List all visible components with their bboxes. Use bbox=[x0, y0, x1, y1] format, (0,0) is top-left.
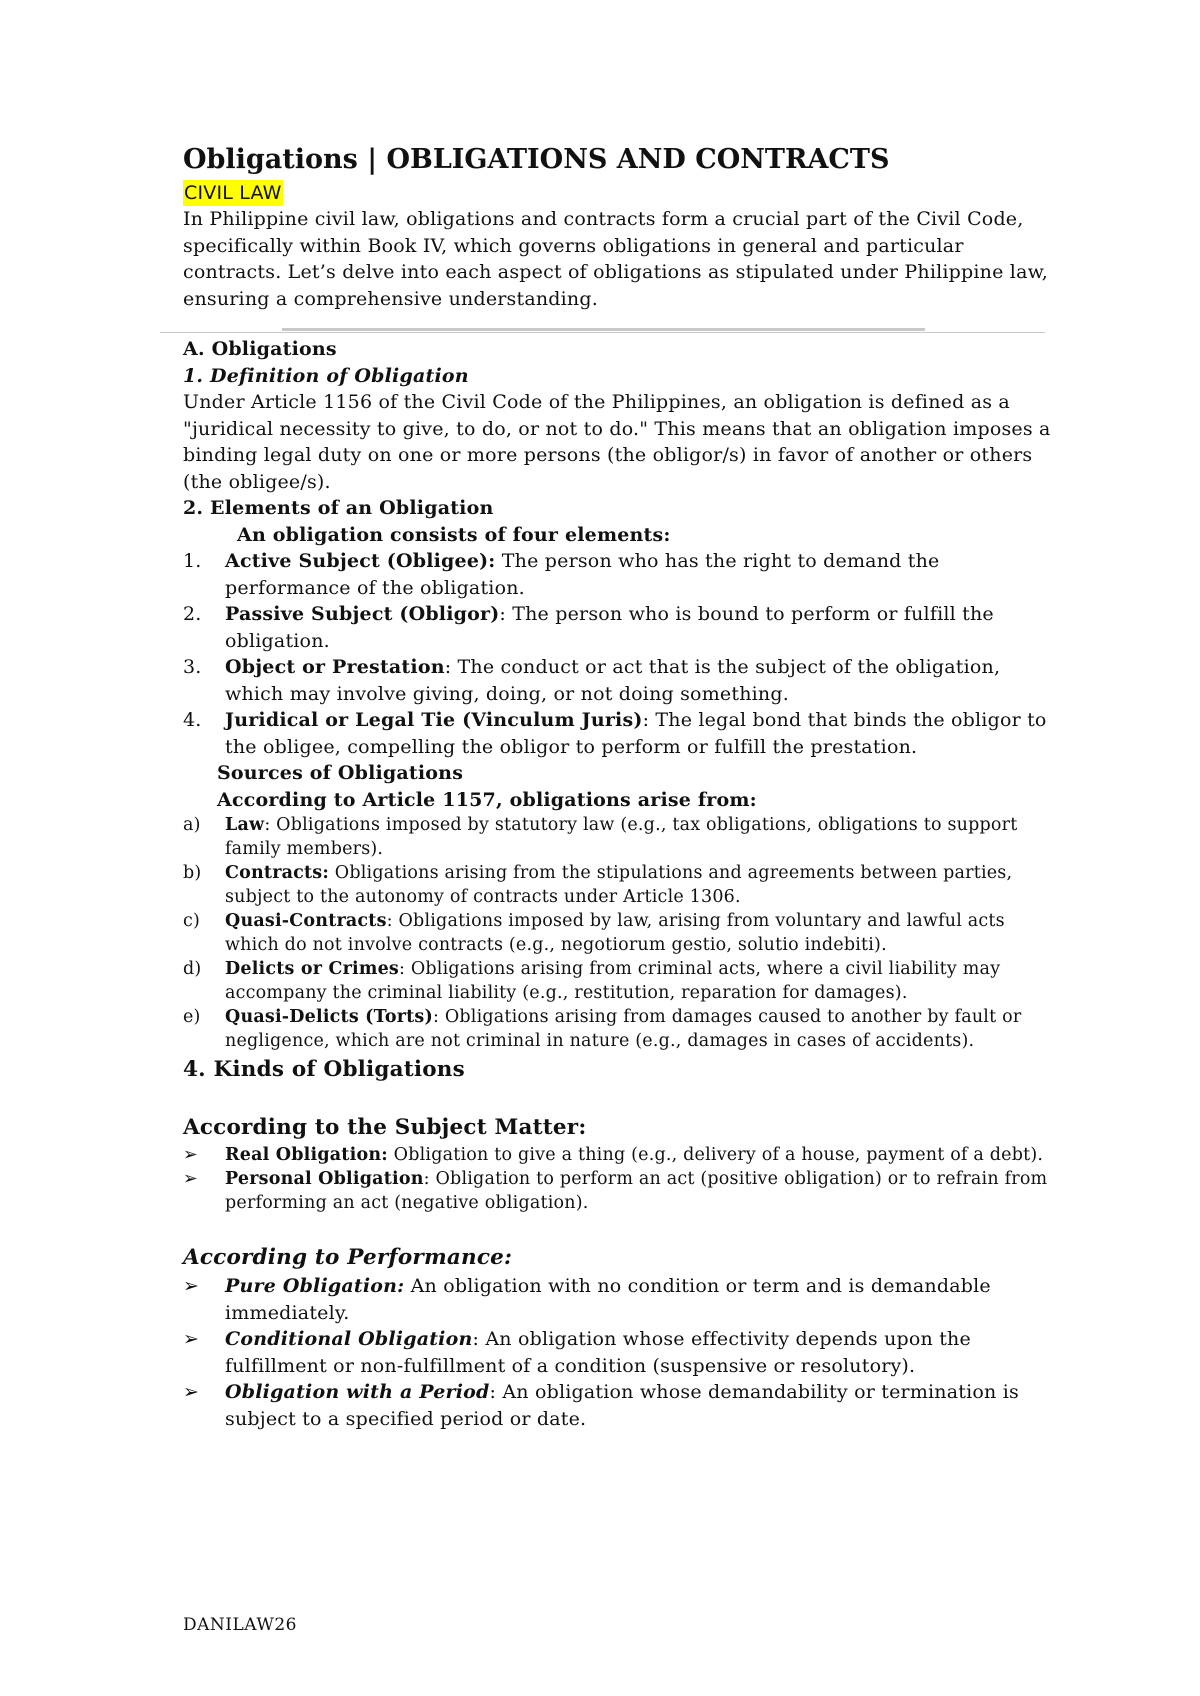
list-marker: a) bbox=[183, 815, 201, 835]
list-item bbox=[183, 861, 1063, 909]
page-footer: DANILAW26 bbox=[183, 1615, 297, 1635]
kind-term: Obligation with a Period bbox=[225, 1381, 490, 1403]
list-item bbox=[183, 813, 1063, 861]
list-item bbox=[183, 707, 1063, 760]
source-term: Contracts: bbox=[225, 863, 330, 883]
section-a-heading: A. Obligations bbox=[183, 338, 337, 360]
sources-intro: According to Article 1157, obligations arise from: bbox=[217, 788, 757, 811]
list-marker: 1. bbox=[183, 550, 202, 572]
list-marker: e) bbox=[183, 1007, 201, 1027]
performance-list bbox=[183, 1273, 1063, 1432]
definition-heading: 1. Definition of Obligation bbox=[183, 364, 469, 387]
arrow-bullet-icon: ➢ bbox=[183, 1328, 200, 1350]
list-item bbox=[183, 957, 1063, 1005]
intro-paragraph: In Philippine civil law, obligations and contracts form a crucial part of the Civil Code, specifically within Book IV, which governs obligations in general and particular contracts. Let’s delve into each aspect of obligations as stipulated under Philippine law, ensuring a comprehensive understanding. bbox=[183, 208, 1049, 310]
list-item bbox=[183, 1005, 1063, 1053]
subject-matter-list bbox=[183, 1143, 1063, 1215]
definition-text: Under Article 1156 of the Civil Code of the Philippines, an obligation is defined as a "juridical necessity to give, to do, or not to do." This means that an obligation imposes a binding legal duty on one or more persons (the obligor/s) in favor of another or others (the obligee/s). bbox=[183, 391, 1051, 493]
list-marker: b) bbox=[183, 863, 202, 883]
arrow-bullet-icon: ➢ bbox=[183, 1275, 200, 1297]
element-text: : The conduct or act that is the subject of the obligation, which may involve giving, doing, or not doing something. bbox=[225, 656, 1001, 705]
kind-term: Real Obligation: bbox=[225, 1145, 388, 1165]
source-text: : Obligations arising from criminal acts, where a civil liability may accompany the criminal liability (e.g., restitution, reparation for damages). bbox=[225, 959, 1001, 1003]
kind-term: Conditional Obligation bbox=[225, 1328, 473, 1350]
horizontal-rule bbox=[160, 332, 1045, 333]
kind-text: : An obligation whose demandability or termination is subject to a specified period or date. bbox=[225, 1381, 1019, 1430]
list-item bbox=[183, 1326, 1063, 1379]
list-item bbox=[183, 601, 1063, 654]
source-term: Quasi-Delicts (Torts) bbox=[225, 1007, 433, 1027]
spacer bbox=[183, 1085, 1063, 1111]
source-text: Obligations arising from the stipulations and agreements between parties, subject to the autonomy of contracts under Article 1306. bbox=[225, 863, 1013, 907]
kind-text: : Obligation to perform an act (positive obligation) or to refrain from performing an act (negative obligation). bbox=[225, 1169, 1048, 1213]
elements-list bbox=[183, 548, 1063, 760]
list-marker: 3. bbox=[183, 656, 202, 678]
subject-matter-heading: According to the Subject Matter: bbox=[183, 1115, 587, 1140]
source-term: Delicts or Crimes bbox=[225, 959, 399, 979]
list-marker: c) bbox=[183, 911, 201, 931]
spacer bbox=[183, 1215, 1063, 1241]
category-highlight: CIVIL LAW bbox=[184, 182, 282, 204]
element-term: Juridical or Legal Tie (Vinculum Juris) bbox=[225, 709, 643, 731]
elements-intro: An obligation consists of four elements: bbox=[237, 523, 671, 546]
page-title: Obligations | OBLIGATIONS AND CONTRACTS bbox=[183, 144, 890, 175]
list-item bbox=[183, 548, 1063, 601]
arrow-bullet-icon: ➢ bbox=[183, 1145, 198, 1165]
section-a bbox=[183, 336, 1063, 1432]
sources-list bbox=[183, 813, 1063, 1053]
list-marker: 2. bbox=[183, 603, 202, 625]
performance-heading: According to Performance: bbox=[183, 1245, 513, 1270]
element-text: The person who has the right to demand the performance of the obligation. bbox=[225, 550, 940, 599]
sources-heading: Sources of Obligations bbox=[217, 762, 464, 784]
list-item bbox=[183, 1143, 1063, 1167]
list-item bbox=[183, 1167, 1063, 1215]
arrow-bullet-icon: ➢ bbox=[183, 1381, 200, 1403]
arrow-bullet-icon: ➢ bbox=[183, 1169, 198, 1189]
element-term: Object or Prestation bbox=[225, 656, 445, 678]
kind-text: An obligation with no condition or term and is demandable immediately. bbox=[225, 1275, 991, 1324]
list-item bbox=[183, 654, 1063, 707]
kind-text: : An obligation whose effectivity depends upon the fulfillment or non-fulfillment of a condition (suspensive or resolutory). bbox=[225, 1328, 971, 1377]
source-text: : Obligations imposed by statutory law (e.g., tax obligations, obligations to support family members). bbox=[225, 815, 1018, 859]
list-item bbox=[183, 909, 1063, 957]
list-marker: d) bbox=[183, 959, 202, 979]
horizontal-rule-thick bbox=[282, 328, 925, 331]
source-term: Law bbox=[225, 815, 265, 835]
kinds-heading: 4. Kinds of Obligations bbox=[183, 1057, 465, 1082]
list-item bbox=[183, 1379, 1063, 1432]
source-text: : Obligations imposed by law, arising from voluntary and lawful acts which do not involve contracts (e.g., negotiorum gestio, solutio indebiti). bbox=[225, 911, 1005, 955]
list-item bbox=[183, 1273, 1063, 1326]
element-text: : The legal bond that binds the obligor to the obligee, compelling the obligor to perform or fulfill the prestation. bbox=[225, 709, 1047, 758]
elements-heading: 2. Elements of an Obligation bbox=[183, 497, 494, 519]
kind-term: Pure Obligation: bbox=[225, 1275, 405, 1297]
source-text: : Obligations arising from damages caused to another by fault or negligence, which are not criminal in nature (e.g., damages in cases of accidents). bbox=[225, 1007, 1022, 1051]
kind-term: Personal Obligation bbox=[225, 1169, 424, 1189]
source-term: Quasi-Contracts bbox=[225, 911, 387, 931]
list-marker: 4. bbox=[183, 709, 202, 731]
kind-text: Obligation to give a thing (e.g., delivery of a house, payment of a debt). bbox=[387, 1145, 1044, 1165]
element-text: : The person who is bound to perform or fulfill the obligation. bbox=[225, 603, 994, 652]
element-term: Active Subject (Obligee): bbox=[225, 550, 496, 572]
element-term: Passive Subject (Obligor) bbox=[225, 603, 500, 625]
